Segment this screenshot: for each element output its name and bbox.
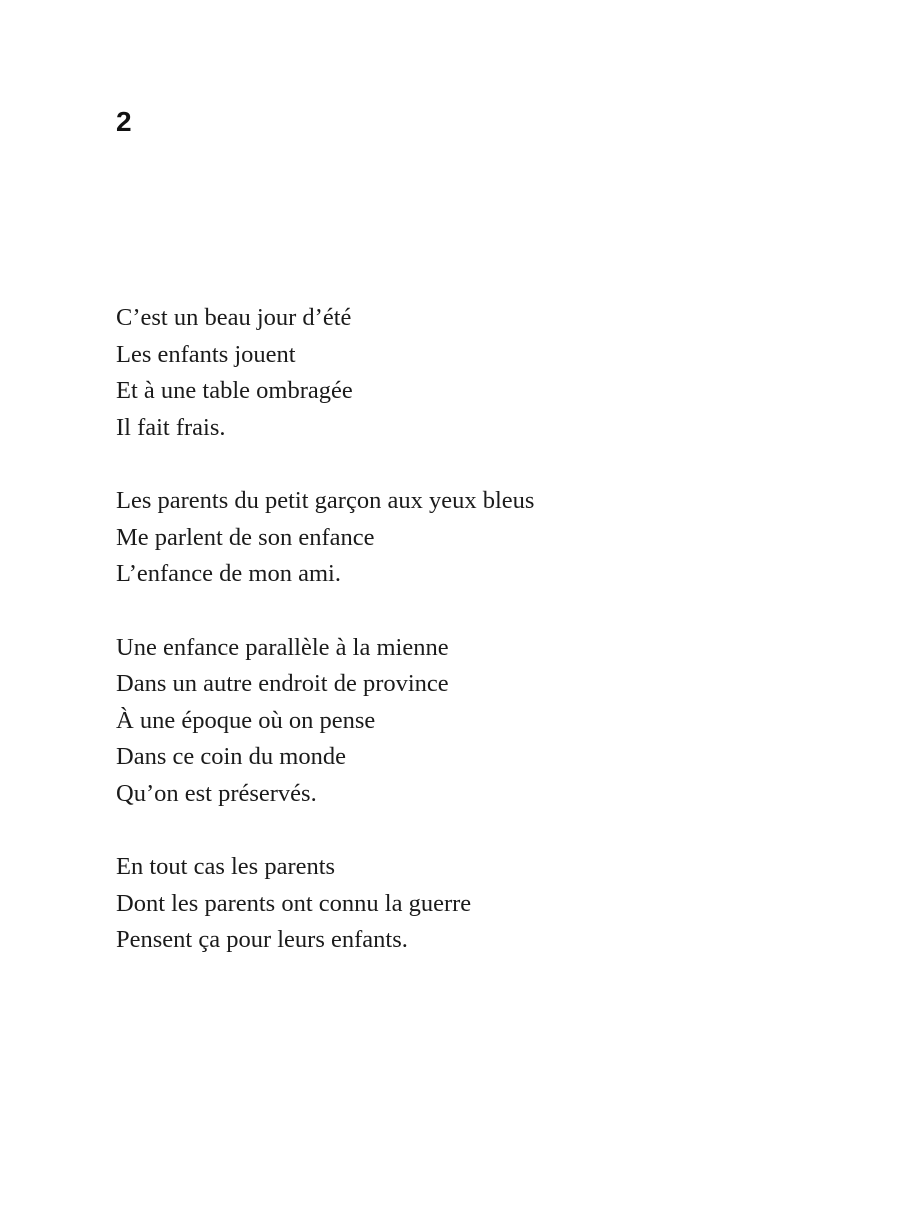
poem-line: Qu’on est préservés. bbox=[116, 779, 317, 807]
poem-line: L’enfance de mon ami. bbox=[116, 560, 341, 587]
poem-line: Dont les parents ont connu la guerre bbox=[116, 889, 472, 917]
stanza bbox=[116, 630, 816, 813]
poem-line: En tout cas les parents bbox=[116, 853, 336, 880]
poem-line: Dans un autre endroit de province bbox=[116, 670, 449, 697]
stanza bbox=[116, 300, 816, 446]
poem-line: À une époque où on pense bbox=[116, 706, 376, 734]
poem-line: Dans ce coin du monde bbox=[116, 743, 346, 770]
poem-body bbox=[116, 300, 816, 959]
poem-line: Les enfants jouent bbox=[116, 340, 296, 368]
stanza bbox=[116, 483, 816, 593]
stanza bbox=[116, 849, 816, 959]
poem-line: Me parlent de son enfance bbox=[116, 523, 375, 551]
poem-line: Les parents du petit garçon aux yeux bleus bbox=[116, 487, 535, 514]
poem-line: Et à une table ombragée bbox=[116, 377, 353, 404]
poem-line: C’est un beau jour d’été bbox=[116, 304, 352, 331]
poem-line: Il fait frais. bbox=[116, 413, 226, 441]
poem-line: Pensent ça pour leurs enfants. bbox=[116, 926, 408, 953]
page-number: 2 bbox=[116, 106, 132, 137]
poem-line: Une enfance parallèle à la mienne bbox=[116, 633, 449, 661]
